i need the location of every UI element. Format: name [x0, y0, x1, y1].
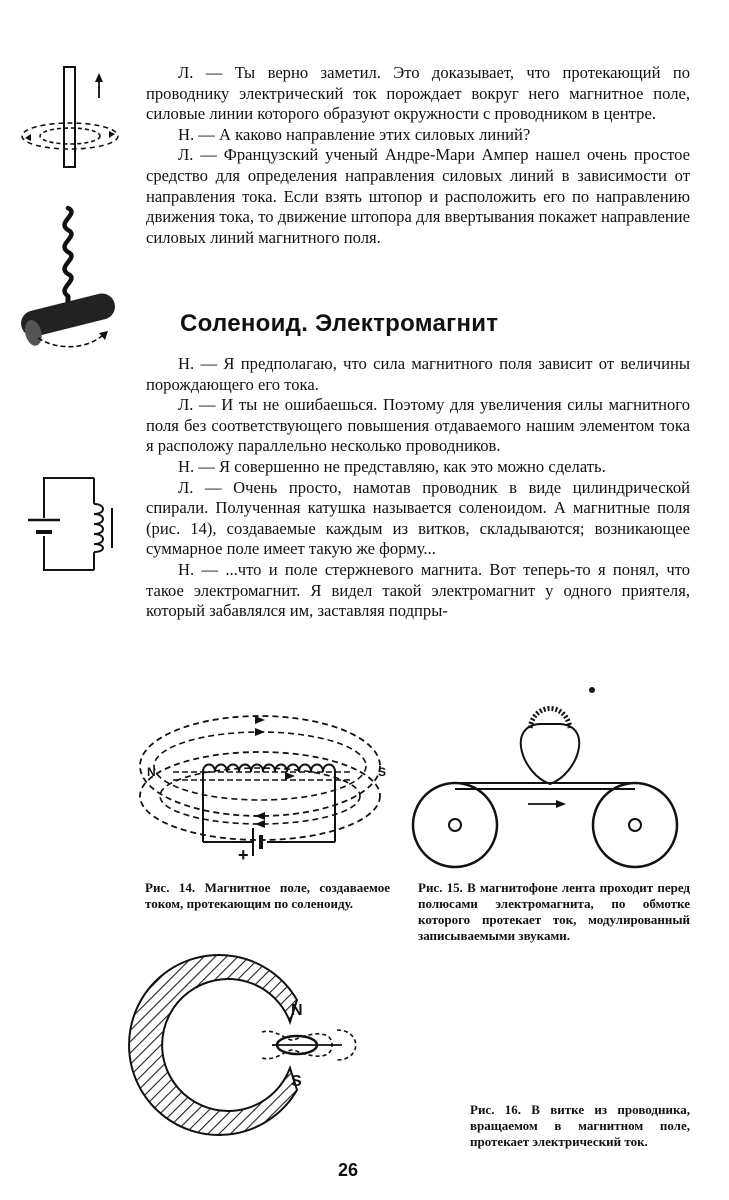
- dialogue-paragraph: Л. — Французский ученый Андре-Мари Ампер нашел очень простое средство для определения направления силовых линий в зависимости от направления тока. Если взять штопор и расположить его по направлению движения тока, то движение штопора для ввертывания покажет направление силовых линий магнитного поля.: [146, 145, 690, 247]
- corkscrew-illustration: [10, 200, 125, 350]
- fig14-label-n: N: [147, 765, 156, 779]
- fig14-label-s: S: [378, 765, 387, 779]
- fig14-label-plus: +: [238, 845, 249, 865]
- dialogue-paragraph: Н. — А каково направление этих силовых линий?: [178, 124, 531, 144]
- page-number: 26: [338, 1160, 359, 1180]
- dialogue-paragraph: Л. — Ты верно заметил. Это доказывает, что протекающий по проводнику электрический ток порождает вокруг него магнитное поле, силовые линии которого образуют окружности с проводником в центре.: [146, 63, 690, 124]
- dialogue-section-2: [146, 354, 690, 622]
- coil-circuit-illustration: [18, 470, 128, 580]
- fig16-label-s: S: [291, 1073, 302, 1090]
- fig15-tape-recorder-diagram: [410, 680, 690, 870]
- fig16-rotating-loop-diagram: [142, 950, 372, 1150]
- dialogue-section-1: [146, 63, 690, 248]
- fig16-label-n: N: [291, 1002, 303, 1019]
- dialogue-paragraph: Н. — ...что и поле стержневого магнита. Вот теперь-то я понял, что такое электромагнит. Я видел такой электромагнит у одного приятеля, который забавлялся им, заставляя подпры-: [146, 559, 690, 621]
- section-heading: Соленоид. Электромагнит: [180, 310, 499, 337]
- dialogue-paragraph: Л. — Очень просто, намотав проводник в виде цилиндрической спирали. Полученная катушка называется соленоидом. А магнитные поля (рис. 14), создаваемые каждым из витков, складываются; возникающее суммарное поле имеет такую же форму...: [146, 477, 690, 559]
- dialogue-paragraph: Л. — И ты не ошибаешься. Поэтому для увеличения силы магнитного поля без соответствующего повышения отдаваемого нашим элементом тока я расположу параллельно несколько проводников.: [146, 395, 690, 456]
- dialogue-paragraph: Н. — Я совершенно не представляю, как это можно сделать.: [178, 456, 606, 476]
- conductor-field-illustration: [15, 62, 125, 172]
- fig14-caption: Рис. 14. Магнитное поле, создаваемое током, протекающим по соленоиду.: [145, 880, 390, 911]
- fig14-solenoid-diagram: [135, 700, 405, 870]
- dialogue-paragraph: Н. — Я предполагаю, что сила магнитного поля зависит от величины порождающего его тока.: [146, 354, 690, 394]
- fig15-caption: Рис. 15. В магнитофоне лента проходит перед полюсами электромагнита, по обмотке которого протекает ток, модулированный записываемыми звуками.: [418, 880, 690, 943]
- fig16-caption: Рис. 16. В витке из проводника, вращаемом в магнитном поле, протекает электрический ток.: [470, 1102, 690, 1149]
